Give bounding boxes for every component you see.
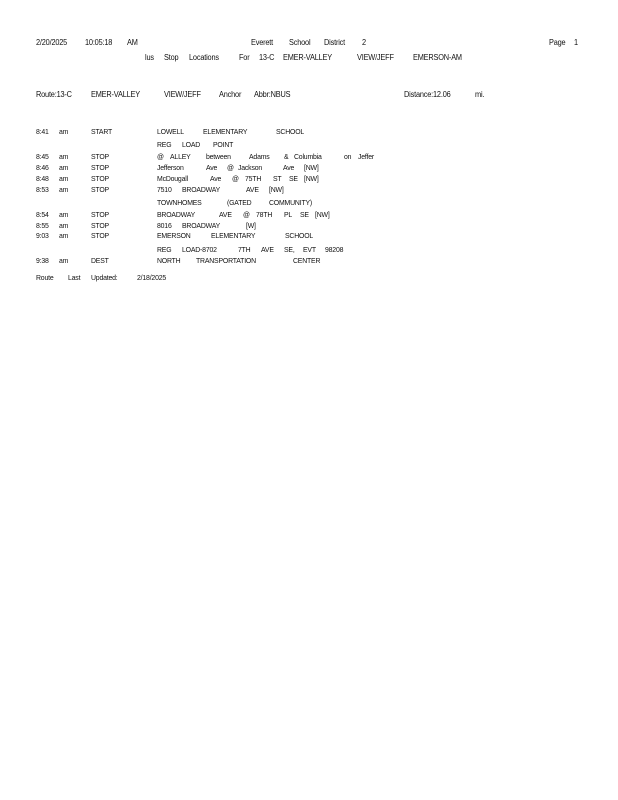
stop-ampm: am — [59, 210, 69, 219]
stop-time: 9:03 — [36, 231, 49, 240]
subtitle-word-2: Stop — [164, 53, 179, 62]
stop-location-word: [NW] — [269, 185, 284, 194]
stop-location-word: BROADWAY — [157, 210, 196, 219]
stop-ampm: am — [59, 231, 69, 240]
stop-location-word: REG — [157, 245, 172, 254]
stop-location-word: (GATED — [227, 198, 252, 207]
report-ampm: AM — [127, 38, 138, 47]
stop-location-word: POINT — [213, 140, 234, 149]
stop-location-word: SCHOOL — [285, 231, 314, 240]
stop-ampm: am — [59, 185, 69, 194]
report-date: 2/20/2025 — [36, 38, 68, 47]
stop-location-word: TOWNHOMES — [157, 198, 202, 207]
footer-word-2: Last — [68, 273, 81, 282]
stop-location-word: ELEMENTARY — [203, 127, 248, 136]
route-distance: Distance:12.06 — [404, 90, 451, 99]
route-id: Route:13-C — [36, 90, 72, 99]
subtitle-word-4: For — [239, 53, 250, 62]
stop-time: 8:55 — [36, 221, 49, 230]
stop-location-word: LOWELL — [157, 127, 184, 136]
footer-word-3: Updated: — [91, 273, 118, 282]
stop-location-word: @ — [227, 163, 234, 172]
stop-time: 8:48 — [36, 174, 49, 183]
stop-type: STOP — [91, 221, 109, 230]
stop-location-word: Ave — [210, 174, 222, 183]
stop-ampm: am — [59, 221, 69, 230]
stop-location-word: AVE — [219, 210, 232, 219]
stop-location-word: @ — [157, 152, 164, 161]
report-time: 10:05:18 — [85, 38, 113, 47]
stop-location-word: ALLEY — [170, 152, 191, 161]
stop-location-word: EMERSON — [157, 231, 191, 240]
subtitle-word-5: 13-C — [259, 53, 275, 62]
stop-time: 8:54 — [36, 210, 49, 219]
stop-location-word: 7510 — [157, 185, 172, 194]
stop-location-word: TRANSPORTATION — [196, 256, 256, 265]
stop-location-word: CENTER — [293, 256, 321, 265]
stop-location-word: & — [284, 152, 289, 161]
stop-location-word: McDougall — [157, 174, 188, 183]
stop-location-word: AVE — [261, 245, 274, 254]
stop-time: 8:41 — [36, 127, 49, 136]
route-anchor: Anchor — [219, 90, 242, 99]
route-name-b: VIEW/JEFF — [164, 90, 201, 99]
stop-location-word: Ave — [283, 163, 295, 172]
stop-location-word: on — [344, 152, 352, 161]
stop-location-word: Jackson — [238, 163, 263, 172]
stop-location-word: PL — [284, 210, 293, 219]
route-name-a: EMER-VALLEY — [91, 90, 140, 99]
stop-location-word: BROADWAY — [182, 221, 221, 230]
stop-ampm: am — [59, 174, 69, 183]
stop-location-word: BROADWAY — [182, 185, 221, 194]
stop-location-word: SE — [300, 210, 309, 219]
stop-location-word: [W] — [246, 221, 256, 230]
stop-location-word: 8016 — [157, 221, 172, 230]
stop-time: 8:46 — [36, 163, 49, 172]
stop-ampm: am — [59, 163, 69, 172]
stop-time: 8:45 — [36, 152, 49, 161]
stop-location-word: 7TH — [238, 245, 251, 254]
stop-location-word: [NW] — [315, 210, 330, 219]
stop-type: START — [91, 127, 113, 136]
stop-location-word: Ave — [206, 163, 218, 172]
stop-time: 8:53 — [36, 185, 49, 194]
stop-type: STOP — [91, 174, 109, 183]
district-word-4: 2 — [362, 38, 366, 47]
stop-location-word: Jeffer — [358, 152, 375, 161]
stop-location-word: [NW] — [304, 174, 319, 183]
subtitle-word-6: EMER-VALLEY — [283, 53, 332, 62]
stop-type: STOP — [91, 185, 109, 194]
route-abbr: Abbr:NBUS — [254, 90, 291, 99]
stop-location-word: SE, — [284, 245, 295, 254]
stop-location-word: COMMUNITY) — [269, 198, 313, 207]
stop-location-word: Jefferson — [157, 163, 184, 172]
district-word-2: School — [289, 38, 311, 47]
stop-location-word: ST — [273, 174, 282, 183]
stop-type: STOP — [91, 231, 109, 240]
stop-location-word: @ — [243, 210, 250, 219]
stop-location-word: between — [206, 152, 231, 161]
stop-location-word: EVT — [303, 245, 316, 254]
stop-ampm: am — [59, 152, 69, 161]
stop-location-word: @ — [232, 174, 239, 183]
subtitle-word-8: EMERSON-AM — [413, 53, 462, 62]
stop-type: STOP — [91, 210, 109, 219]
stop-ampm: am — [59, 127, 69, 136]
route-distance-unit: mi. — [475, 90, 485, 99]
district-word-3: District — [324, 38, 346, 47]
stop-location-word: AVE — [246, 185, 259, 194]
stop-location-word: ELEMENTARY — [211, 231, 256, 240]
stop-location-word: 78TH — [256, 210, 273, 219]
stop-location-word: SE — [289, 174, 298, 183]
stop-ampm: am — [59, 256, 69, 265]
stop-type: STOP — [91, 163, 109, 172]
stop-location-word: LOAD-8702 — [182, 245, 217, 254]
footer-date: 2/18/2025 — [137, 273, 167, 282]
stop-location-word: REG — [157, 140, 172, 149]
page-label: Page — [549, 38, 566, 47]
stop-location-word: LOAD — [182, 140, 201, 149]
district-word-1: Everett — [251, 38, 274, 47]
subtitle-word-7: VIEW/JEFF — [357, 53, 394, 62]
stop-location-word: Columbia — [294, 152, 322, 161]
subtitle-word-1: lus — [145, 53, 154, 62]
stop-location-word: SCHOOL — [276, 127, 305, 136]
stop-time: 9:38 — [36, 256, 49, 265]
stop-type: DEST — [91, 256, 109, 265]
subtitle-word-3: Locations — [189, 53, 219, 62]
stop-location-word: [NW] — [304, 163, 319, 172]
footer-word-1: Route — [36, 273, 54, 282]
stop-location-word: Adams — [249, 152, 270, 161]
stop-type: STOP — [91, 152, 109, 161]
stop-location-word: 75TH — [245, 174, 262, 183]
stop-location-word: NORTH — [157, 256, 181, 265]
page-number: 1 — [574, 38, 578, 47]
stop-location-word: 98208 — [325, 245, 344, 254]
